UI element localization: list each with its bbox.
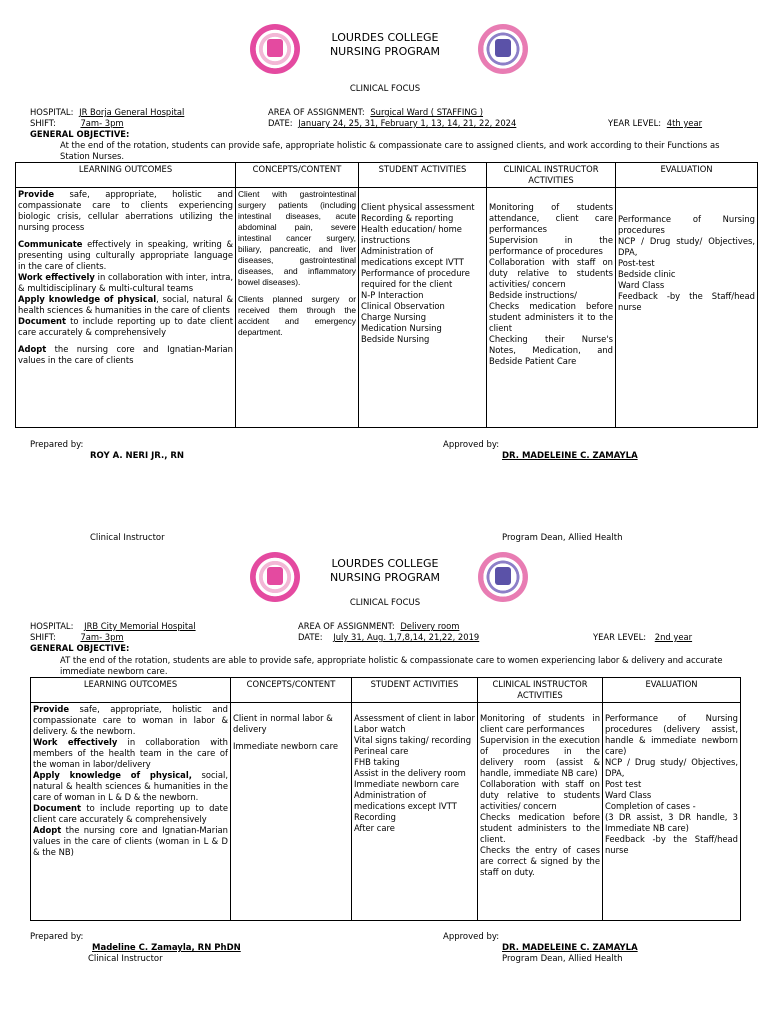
hospital-label: HOSPITAL: <box>30 621 74 631</box>
nursing-seal-logo <box>478 24 528 74</box>
header-ci-activities: CLINICAL INSTRUCTOR ACTIVITIES <box>487 163 616 188</box>
shift-label: SHIFT: <box>30 118 56 128</box>
prepared-by-title: Clinical Instructor <box>90 533 165 543</box>
learning-outcomes-cell <box>31 703 231 921</box>
prepared-by-name: Madeline C. Zamayla, RN PhDN <box>92 943 241 953</box>
header-evaluation: EVALUATION <box>616 163 758 188</box>
area-value: Delivery room <box>400 621 460 631</box>
date-value: July 31, Aug. 1,7,8,14, 21,22, 2019 <box>333 632 480 642</box>
hospital-value: JR Borja General Hospital <box>79 107 185 117</box>
outcome-item: Work effectively in collaboration with members of the health team in the care of the woman in labor/delivery <box>33 737 228 769</box>
general-objective-label: GENERAL OBJECTIVE: <box>30 129 130 139</box>
date-value: January 24, 25, 31, February 1, 13, 14, 21, 22, 2024 <box>298 118 517 128</box>
concepts-content-cell <box>236 188 359 428</box>
outcome-item: Adopt the nursing core and Ignatian-Marian values in the care of clients <box>18 344 233 365</box>
outcome-item: Apply knowledge of physical, social, natural & health sciences & humanities in the care of woman in L & D & the newborn. <box>33 770 228 802</box>
college-seal-logo <box>250 552 300 602</box>
header-evaluation: EVALUATION <box>603 678 741 703</box>
header-ci-activities: CLINICAL INSTRUCTOR ACTIVITIES <box>478 678 603 703</box>
college-name: LOURDES COLLEGE <box>331 557 439 570</box>
hospital-value: JRB City Memorial Hospital <box>84 621 196 631</box>
general-objective-label: GENERAL OBJECTIVE: <box>30 643 130 653</box>
hospital-label: HOSPITAL: <box>30 107 74 117</box>
year-level-value: 2nd year <box>654 632 693 642</box>
outcome-item: Apply knowledge of physical, social, natural & health sciences & humanities in the care of clients <box>18 294 234 315</box>
concepts-content-cell <box>231 703 352 921</box>
nursing-seal-logo <box>478 552 528 602</box>
approved-by-title: Program Dean, Allied Health <box>502 954 623 964</box>
outcome-item: Document to include reporting up to date client care accurately & comprehensively <box>18 316 233 337</box>
concept-item: Client with gastrointestinal surgery patients (including intestinal diseases, acute abdominal pain, severe intestinal cancer surgery, biliary, pancreatic, and liver diseases, gastrointestinal diseases, and inflammatory bowel diseases). <box>238 189 356 287</box>
college-name: LOURDES COLLEGE <box>331 31 439 44</box>
clinical-focus-table <box>15 162 758 428</box>
program-name: NURSING PROGRAM <box>329 45 441 58</box>
evaluation-cell: Performance of Nursing procedures (delivery assist, handle & immediate newborn care) NCP / Drug study/ Objectives, DPA, Post test Ward Class Completion of cases - (3 DR assist, 3 DR handle, 3 Immediate NB care) Feedback -by the Staff/head nurse <box>603 703 741 921</box>
area-label: AREA OF ASSIGNMENT: <box>298 621 395 631</box>
prepared-by-name: ROY A. NERI JR., RN <box>90 451 185 461</box>
outcome-item: Document to include reporting up to date client care accurately & comprehensively <box>33 803 228 824</box>
concept-item: Immediate newborn care <box>233 741 338 751</box>
header-concepts-content: CONCEPTS/CONTENT <box>236 163 359 188</box>
evaluation-cell: Performance of Nursing procedures NCP / Drug study/ Objectives, DPA, Post-test Bedside clinic Ward Class Feedback -by the Staff/head nurse <box>616 188 758 428</box>
clinical-focus-table <box>30 677 741 921</box>
clinical-focus-heading: CLINICAL FOCUS <box>349 598 421 608</box>
area-label: AREA OF ASSIGNMENT: <box>268 107 365 117</box>
approved-by-label: Approved by: <box>443 932 500 942</box>
general-objective-text: At the end of the rotation, students can provide safe, appropriate holistic & compassionate care to assigned clients, and work according to their Functions as Station Nurses. <box>60 140 720 161</box>
prepared-by-title: Clinical Instructor <box>88 954 163 964</box>
concept-item: Clients planned surgery or received them through the accident and emergency department. <box>238 294 356 337</box>
approved-by-title: Program Dean, Allied Health <box>502 533 623 543</box>
clinical-focus-heading: CLINICAL FOCUS <box>349 84 421 94</box>
learning-outcomes-cell <box>16 188 236 428</box>
outcome-item: Provide safe, appropriate, holistic and compassionate care to woman in labor & delivery. & the newborn. <box>33 704 228 736</box>
date-label: DATE: <box>268 118 293 128</box>
student-activities-cell: Client physical assessment Recording & reporting Health education/ home instructions Administration of medications except IVTT Performance of procedure required for the client N-P Interaction Clinical Observation Charge Nursing Medication Nursing Bedside Nursing <box>359 188 487 428</box>
program-name: NURSING PROGRAM <box>329 571 441 584</box>
prepared-by-label: Prepared by: <box>30 440 84 450</box>
college-seal-logo <box>250 24 300 74</box>
concept-item: Client in normal labor & delivery <box>233 713 333 734</box>
outcome-item: Provide safe, appropriate, holistic and compassionate care to clients experiencing biologic crisis, cellular aberrations utilizing the nursing process <box>18 189 233 232</box>
header-learning-outcomes: LEARNING OUTCOMES <box>16 163 236 188</box>
outcome-item: Communicate effectively in speaking, writing & presenting using culturally appropriate language in the care of clients. <box>18 239 233 271</box>
header-learning-outcomes: LEARNING OUTCOMES <box>31 678 231 703</box>
student-activities-cell: Assessment of client in labor Labor watch Vital signs taking/ recording Perineal care FHB taking Assist in the delivery room Immediate newborn care Administration of medications except IVTT Recording After care <box>352 703 478 921</box>
header-student-activities: STUDENT ACTIVITIES <box>359 163 487 188</box>
ci-activities-cell: Monitoring of students attendance, client care performances Supervision in the performance of procedures Collaboration with staff on duty relative to students activities/ concern Bedside instructions/ Checks medication before student administers it to the client Checking their Nurse's Notes, Medication, and Bedside Patient Care <box>487 188 616 428</box>
general-objective-text: AT the end of the rotation, students are able to provide safe, appropriate holistic & compassionate care to women experiencing labor & delivery and accurate immediate newborn care. <box>60 655 723 676</box>
date-label: DATE: <box>298 632 323 642</box>
outcome-item: Adopt the nursing core and Ignatian-Marian values in the care of clients (woman in L & D & the NB) <box>33 825 228 857</box>
shift-label: SHIFT: <box>30 632 56 642</box>
header-student-activities: STUDENT ACTIVITIES <box>352 678 478 703</box>
approved-by-name: DR. MADELEINE C. ZAMAYLA <box>502 943 638 953</box>
ci-activities-cell: Monitoring of students in client care performances Supervision in the execution of procedures in the delivery room (assist & handle, immediate NB care) Collaboration with staff on duty relative to students activities/ concern Checks medication before student administers to the client. Checks the entry of cases are correct & signed by the staff on duty. <box>478 703 603 921</box>
shift-value: 7am- 3pm <box>80 118 124 128</box>
approved-by-name: DR. MADELEINE C. ZAMAYLA <box>502 451 638 461</box>
outcome-item: Work effectively in collaboration with inter, intra, & multidisciplinary & multi-cultural teams <box>18 272 234 293</box>
year-level-value: 4th year <box>666 118 703 128</box>
area-value: Surgical Ward ( STAFFING ) <box>370 107 484 117</box>
approved-by-label: Approved by: <box>443 440 500 450</box>
header-concepts-content: CONCEPTS/CONTENT <box>231 678 352 703</box>
year-level-label: YEAR LEVEL: <box>593 632 647 642</box>
shift-value: 7am- 3pm <box>80 632 124 642</box>
year-level-label: YEAR LEVEL: <box>608 118 662 128</box>
prepared-by-label: Prepared by: <box>30 932 84 942</box>
